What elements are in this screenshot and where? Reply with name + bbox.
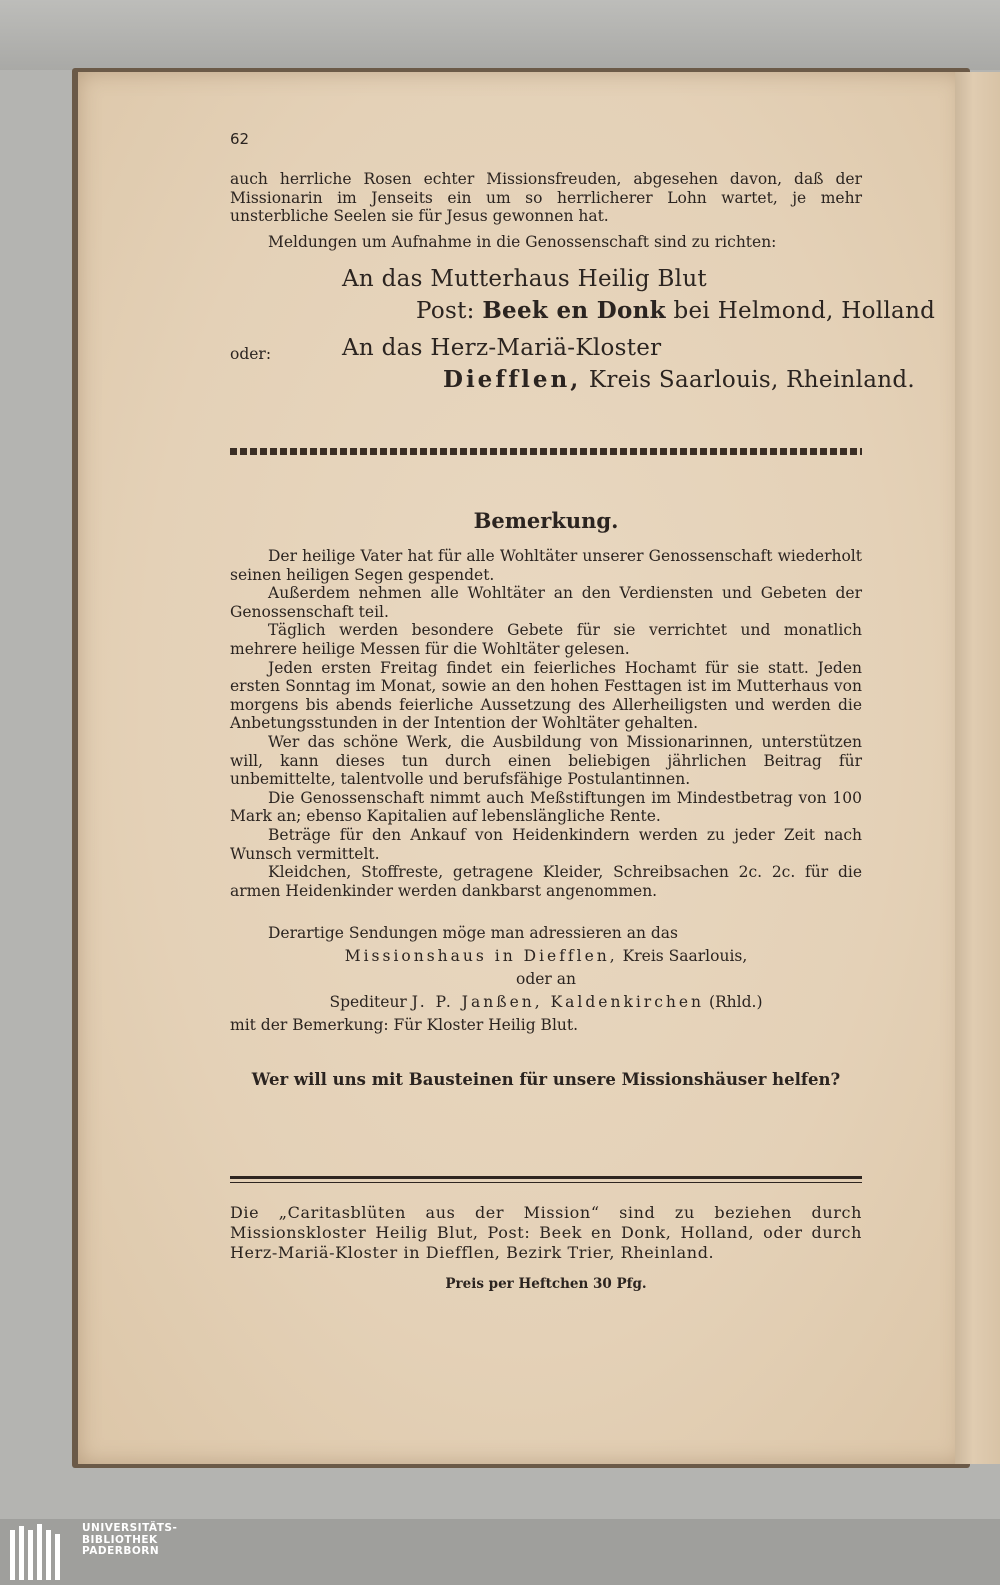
remarks-body	[230, 547, 862, 900]
price-line: Preis per Heftchen 30 Pfg.	[445, 1276, 647, 1292]
address2-rest: Kreis Saarlouis, Rheinland.	[588, 367, 916, 393]
section-heading: Bemerkung.	[473, 508, 619, 533]
shipping-or: oder an	[516, 970, 576, 988]
page-number: 62	[230, 130, 250, 148]
facing-page-edge	[955, 72, 1000, 1464]
library-logo-line: UNIVERSITÄTS-	[82, 1522, 178, 1534]
or-label: oder:	[230, 345, 272, 363]
address2-place-line	[443, 366, 915, 393]
library-logo-line: BIBLIOTHEK	[82, 1533, 158, 1546]
shipping-intro: Derartige Sendungen möge man adressieren an das	[268, 924, 678, 942]
remark-paragraph: Beträge für den Ankauf von Heidenkindern werden zu jeder Zeit nach Wunsch vermittelt.	[230, 825, 862, 863]
remark-paragraph: Die Genossenschaft nimmt auch Meßstiftungen im Mindestbetrag von 100 Mark an; ebenso Kapitalien auf lebenslängliche Rente.	[230, 788, 862, 826]
remark-paragraph: Der heilige Vater hat für alle Wohltäter unserer Genossenschaft wiederholt seinen heiligen Segen gespendet.	[230, 547, 862, 584]
shipping-house	[230, 945, 862, 968]
forwarder-label: Spediteur	[329, 993, 407, 1011]
remark-paragraph: Jeden ersten Freitag findet ein feierliches Hochamt für sie statt. Jeden ersten Sonntag im Monat, sowie an den hohen Festtagen ist im Mutterhaus von morgens bis abends feierliche Aussetzung des Allerheiligsten und werden die Anbetungsstunden in der Intention der Wohltäter gehalten.	[230, 658, 862, 733]
library-logo-text	[82, 1523, 177, 1558]
footer-rule-thin	[230, 1182, 862, 1183]
footer-section	[230, 1203, 862, 1263]
address1-line1: An das Mutterhaus Heilig Blut	[342, 266, 707, 292]
remark-paragraph: Außerdem nehmen alle Wohltäter an den Verdiensten und Gebeten der Genossenschaft teil.	[230, 584, 862, 621]
shipping-house-rest: Kreis Saarlouis,	[622, 947, 748, 965]
post-place: Beek en Donk	[482, 297, 666, 324]
shipping-forwarder	[230, 991, 862, 1014]
scan-background	[0, 0, 1000, 70]
forwarder-name: J. P. Janßen, Kaldenkirchen	[411, 993, 705, 1011]
intro-paragraph: auch herrliche Rosen echter Missionsfreuden, abgesehen davon, daß der Missionarin im Jenseits ein um so herrlicherer Lohn wartet, je mehr unsterbliche Seelen sie für Jesus gewonnen hat.	[230, 170, 862, 226]
forwarder-rest: (Rhld.)	[708, 993, 763, 1011]
library-logo-line: PADERBORN	[82, 1545, 160, 1557]
footer-text: Die „Caritasblüten aus der Mission“ sind zu beziehen durch Missionskloster Heilig Blut, Post: Beek en Donk, Holland, oder durch Herz-Mariä-Kloster in Diefflen, Bezirk Trier, Rheinland.	[230, 1203, 862, 1262]
registration-line: Meldungen um Aufnahme in die Genossenschaft sind zu richten:	[268, 232, 777, 251]
address2-line1: An das Herz-Mariä-Kloster	[342, 335, 662, 361]
remark-paragraph: Täglich werden besondere Gebete für sie verrichtet und monatlich mehrere heilige Messen für die Wohltäter gelesen.	[230, 621, 862, 658]
address1-post-line	[416, 297, 935, 324]
ornamental-divider	[230, 448, 862, 455]
shipping-house-name: Missionshaus in Diefflen,	[344, 947, 618, 965]
shipping-section	[230, 922, 862, 1037]
shipping-note: mit der Bemerkung: Für Kloster Heilig Blut.	[230, 1016, 579, 1034]
remark-paragraph: Kleidchen, Stoffreste, getragene Kleider, Schreibsachen 2c. 2c. für die armen Heidenkinder werden dankbarst angenommen.	[230, 863, 862, 900]
library-logo-icon	[8, 1522, 70, 1584]
post-label: Post:	[416, 298, 475, 324]
footer-rule-thick	[230, 1176, 862, 1179]
remark-paragraph: Wer das schöne Werk, die Ausbildung von Missionarinnen, unterstützen will, kann dieses tun durch einen beliebigen jährlichen Beitrag für unbemittelte, talentvolle und berufsfähige Postulantinnen.	[230, 732, 862, 789]
address2-place: Diefflen,	[443, 366, 582, 393]
call-to-action: Wer will uns mit Bausteinen für unsere Missionshäuser helfen?	[251, 1070, 841, 1089]
post-rest: bei Helmond, Holland	[673, 298, 936, 324]
intro-section	[230, 170, 862, 251]
